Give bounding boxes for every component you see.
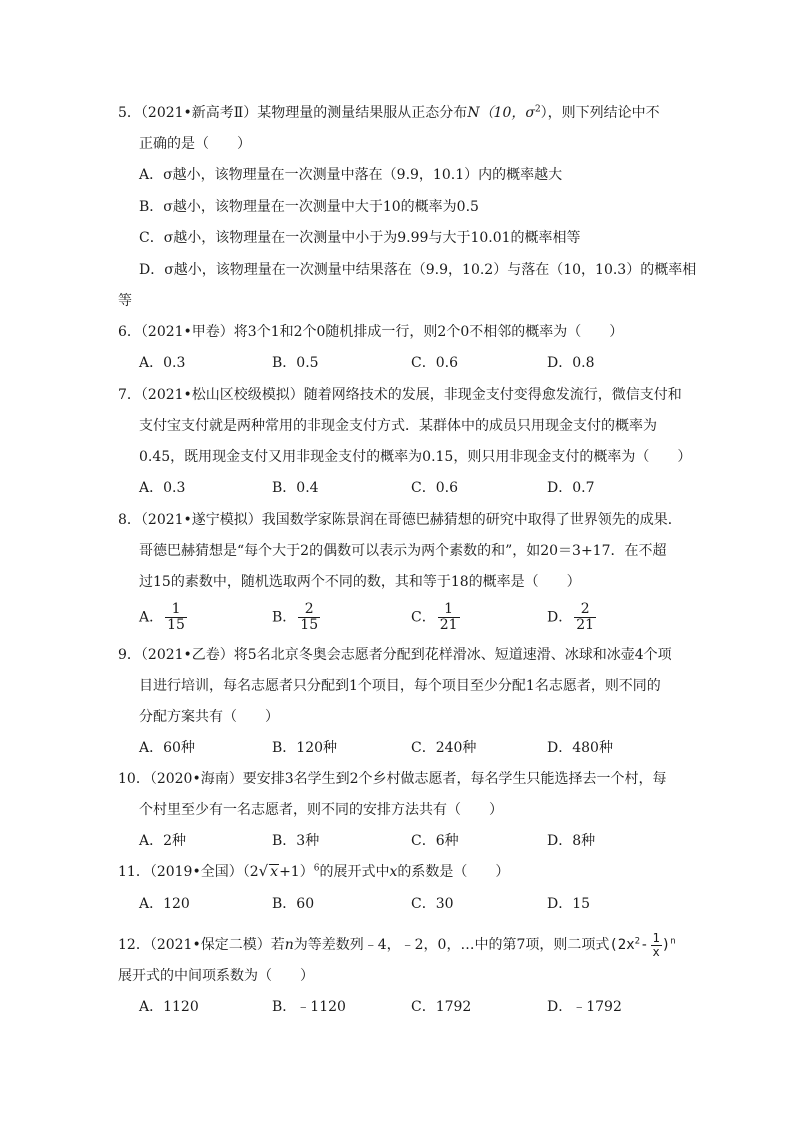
q9-option-a: A．60种: [139, 740, 195, 756]
q11-option-a: A．120: [139, 896, 190, 912]
q7-option-d: D．0.7: [547, 480, 595, 496]
q9-option-d: D．480种: [547, 740, 613, 756]
q5-end: ），则下列结论中不: [540, 105, 660, 121]
fraction-numerator: 2: [298, 602, 320, 618]
q10-option-a: A．2种: [139, 833, 187, 849]
sqrt-sign: √: [258, 862, 269, 880]
q7-option-c: C．0.6: [411, 480, 458, 496]
q8-option-a: [139, 602, 187, 633]
q8-option-d-fraction: [574, 602, 596, 633]
q8-options: [139, 602, 759, 636]
q7-stem-line3: 0.45，既用现金支付又用非现金支付的概率为0.15，则只用非现金支付的概率为（ ）: [139, 449, 692, 465]
q8-option-b: [272, 602, 320, 633]
q12-prefix: 12．（2021•保定二模）若: [118, 937, 285, 953]
q12-option-d: D．﹣1792: [547, 999, 622, 1015]
q10-option-b: B．3种: [272, 833, 320, 849]
q8-option-d-label: D．: [547, 609, 573, 626]
q5-option-b: B．σ越小，该物理量在一次测量中大于10的概率为0.5: [139, 199, 479, 215]
q12-mid: 为等差数列﹣4，﹣2，0，…中的第7项，则二项式: [293, 937, 610, 953]
q12-stem-line1: [118, 928, 676, 962]
q7-stem-line2: 支付宝支付就是两种常用的非现金支付方式．某群体中的成员只用现金支付的概率为: [139, 418, 657, 434]
q7-stem-line1: 7．（2021•松山区校级模拟）随着网络技术的发展，非现金支付变得愈发流行，微信支付和: [118, 387, 682, 403]
q11-mid: +1）: [279, 864, 314, 880]
q5-text: 5．（2021•新高考Ⅱ）某物理量的测量结果服从正态分布: [118, 105, 468, 121]
q8-option-b-fraction: [298, 602, 320, 633]
q11-option-c: C．30: [411, 896, 454, 912]
q8-option-d: [547, 602, 596, 633]
fraction-denominator: x: [652, 944, 660, 959]
q12-expr-exp: n: [670, 936, 676, 947]
q8-option-c-fraction: [438, 602, 460, 633]
q12-minus: -: [640, 937, 649, 953]
q9-stem-line3: 分配方案共有（ ）: [139, 709, 279, 725]
q5-option-d-wrap: 等: [118, 293, 132, 309]
q6-option-a: A．0.3: [139, 355, 186, 371]
q11-prefix: 11．（2019•全国）（2: [118, 864, 259, 880]
q12-expr-open: (2x: [609, 937, 635, 953]
fraction-denominator: 15: [300, 617, 319, 633]
q12-binomial: [609, 930, 676, 959]
fraction-denominator: 21: [576, 617, 595, 633]
q11-option-d: D．15: [547, 896, 591, 912]
fraction-numerator: 1: [438, 602, 460, 618]
q6-option-c: C．0.6: [411, 355, 458, 371]
q10-option-d: D．8种: [547, 833, 596, 849]
q12-option-a: A．1120: [139, 999, 199, 1015]
q11-option-b: B．60: [272, 896, 315, 912]
q7-option-a: A．0.3: [139, 480, 186, 496]
q9-stem-line1: 9．（2021•乙卷）将5名北京冬奥会志愿者分配到花样滑冰、短道速滑、冰球和冰壶4个项: [118, 647, 672, 663]
q9-stem-line2: 目进行培训，每名志愿者只分配到1个项目，每个项目至少分配1名志愿者，则不同的: [139, 678, 661, 694]
fraction-numerator: 2: [574, 602, 596, 618]
q8-option-a-label: A．: [139, 609, 164, 626]
q8-option-c-label: C．: [411, 609, 436, 626]
q5-option-a: A．σ越小，该物理量在一次测量中落在（9.9，10.1）内的概率越大: [139, 167, 563, 183]
q6-option-d: D．0.8: [547, 355, 595, 371]
fraction-numerator: 1: [165, 602, 187, 618]
q12-expr-close: ): [661, 937, 671, 953]
q5-stem-line2: 正确的是（ ）: [139, 136, 251, 152]
q11-var: x: [389, 864, 398, 880]
q11-radicand: x: [270, 864, 279, 880]
q5-option-d: D．σ越小，该物理量在一次测量中结果落在（9.9，10.2）与落在（10，10.3）的概率相: [139, 262, 697, 278]
q11-exponent: 6: [313, 863, 320, 874]
q12-stem-line2: 展开式的中间项系数为（ ）: [118, 968, 314, 984]
q11-stem: [118, 861, 509, 882]
q5-stem-line1: [118, 103, 660, 123]
q8-stem-line2: 哥德巴赫猜想是“每个大于2的偶数可以表示为两个素数的和”，如20＝3+17．在不超: [139, 543, 667, 559]
q12-option-c: C．1792: [411, 999, 472, 1015]
q8-option-c: [411, 602, 460, 633]
fraction-denominator: 15: [167, 617, 185, 633]
q8-option-b-label: B．: [272, 609, 297, 626]
q6-option-b: B．0.5: [272, 355, 319, 371]
q10-stem-line1: 10．（2020•海南）要安排3名学生到2个乡村做志愿者，每名学生只能选择去一个村，每: [118, 771, 667, 787]
q5-option-c: C．σ越小，该物理量在一次测量中小于为9.99与大于10.01的概率相等: [139, 230, 581, 246]
q6-stem: 6．（2021•甲卷）将3个1和2个0随机排成一行，则2个0不相邻的概率为（ ）: [118, 324, 624, 340]
q11-end: 的系数是（ ）: [397, 864, 510, 880]
q9-option-c: C．240种: [411, 740, 477, 756]
fraction-denominator: 21: [439, 617, 458, 633]
q5-dist: N（10，σ: [467, 105, 535, 121]
q8-option-a-fraction: [165, 602, 187, 633]
q7-option-b: B．0.4: [272, 480, 319, 496]
q9-option-b: B．120种: [272, 740, 338, 756]
q5-sup: 2: [534, 104, 541, 115]
q10-stem-line2: 个村里至少有一名志愿者，则不同的安排方法共有（ ）: [139, 802, 503, 818]
fraction-numerator: 1: [652, 930, 660, 945]
q8-stem-line3: 过15的素数中，随机选取两个不同的数，其和等于18的概率是（ ）: [139, 574, 581, 590]
q12-var: n: [284, 937, 294, 953]
q8-stem-line1: 8．（2021•遂宁模拟）我国数学家陈景润在哥德巴赫猜想的研究中取得了世界领先的成果．: [118, 512, 682, 528]
q12-expr-sup: 2: [634, 936, 641, 947]
q10-option-c: C．6种: [411, 833, 459, 849]
q12-option-b: B．﹣1120: [272, 999, 346, 1015]
q12-fraction: [651, 932, 662, 959]
q11-suffix: 的展开式中: [319, 864, 390, 880]
